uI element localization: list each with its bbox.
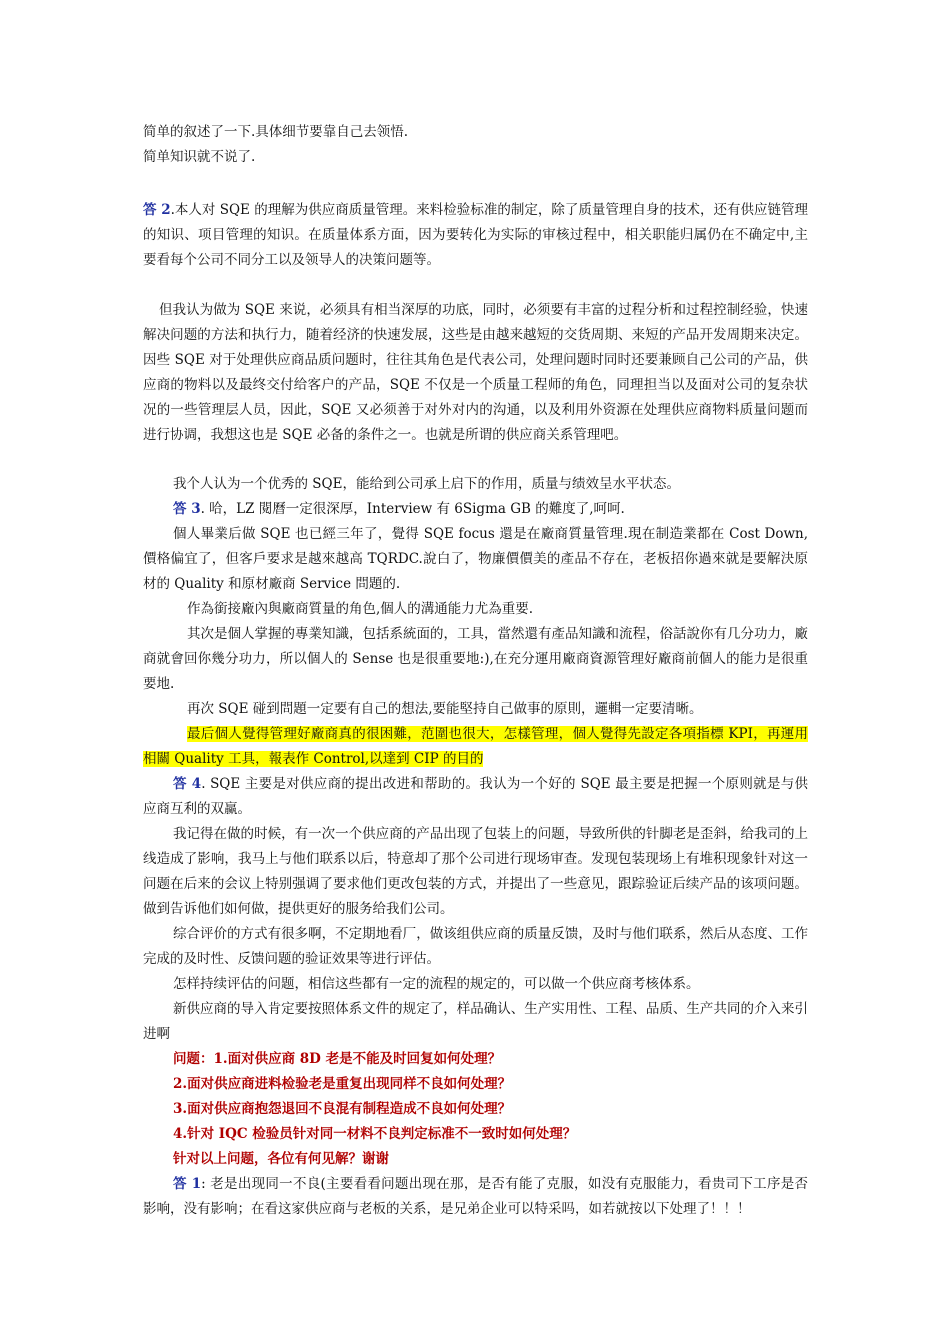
answer-3-paragraph-5: 再次 SQE 碰到問題一定要有自己的想法,要能堅持自己做事的原則，邏輯一定要清晰。	[187, 701, 703, 717]
highlighted-text: 最后個人覺得管理好廠商真的很困難，范圍也很大，怎樣管理，個人覺得先設定各項指標 KPI，再運用相關 Quality 工具，報表作 Control,以達到 CIP 的目的	[143, 726, 808, 767]
answer-4-text: . SQE 主要是对供应商的提出改进和帮助的。我认为一个好的 SQE 最主要是把握一个原则就是与供应商互利的双赢。	[143, 776, 809, 817]
question-prompt: 针对以上问题，各位有何见解？谢谢	[173, 1151, 389, 1167]
answer-1-label: 答 1	[173, 1176, 202, 1192]
answer-3-text: . 哈，LZ 閱曆一定很深厚，Interview 有 6Sigma GB 的難度了,呵呵.	[200, 501, 625, 517]
intro-line: 简单知识就不说了.	[143, 149, 256, 165]
answer-4-paragraph-5: 新供应商的导入肯定要按照体系文件的规定了，样品确认、生产实用性、工程、品质、生产共同的介入来引进啊	[143, 1001, 808, 1042]
answer-2-paragraph-3: 我个人认为一个优秀的 SQE，能给到公司承上启下的作用，质量与绩效呈水平状态。	[173, 476, 680, 492]
question-3: 3.面对供应商抱怨退回不良混有制程造成不良如何处理？	[173, 1101, 512, 1117]
answer-2-paragraph-2: 但我认为做为 SQE 来说，必须具有相当深厚的功底，同时，必须要有丰富的过程分析和过程控制经验，快速解决问题的方法和执行力，随着经济的快速发展，这些是由越来越短的交货周期、来短的产品开发周期来决定。因些 SQE 对于处理供应商品质问题时，往往其角色是代表公司，处理问题时同时还要兼顾自己公司的产品，供应商的物料以及最终交付给客户的产品，SQE 不仅是一个质量工程师的角色，同理担当以及面对公司的复杂状况的一些管理层人员，因此，SQE 又必须善于对外对内的沟通，以及利用外资源在处理供应商物料质量问题而进行协调，我想这也是 SQE 必备的条件之一。也就是所谓的供应商关系管理吧。	[143, 302, 808, 443]
answer-3-paragraph-4: 其次是個人掌握的專業知識，包括系統面的，工具，當然還有產品知識和流程，俗話說你有几分功力，廠商就會回你幾分功力，所以個人的 Sense 也是很重要地:),在充分運用廠商資源管理好廠商前個人的能力是很重要地.	[143, 626, 808, 692]
answer-4-label: 答 4	[173, 776, 202, 792]
answer-3-paragraph	[143, 497, 808, 522]
question-2: 2.面对供应商进料检验老是重复出现同样不良如何处理？	[173, 1076, 512, 1092]
question-4: 4.针对 IQC 检验员针对同一材料不良判定标准不一致时如何处理？	[173, 1126, 577, 1142]
answer-4-paragraph-4: 怎样持续评估的问题，相信这些都有一定的流程的规定的，可以做一个供应商考核体系。	[173, 976, 700, 992]
answer-4-paragraph-2: 我记得在做的时候，有一次一个供应商的产品出现了包装上的问题，导致所供的针脚老是歪斜，给我司的上线造成了影响，我马上与他们联系以后，特意却了那个公司进行现场审查。发现包装现场上有堆积现象针对这一问题在后来的会议上特别强调了要求他们更改包装的方式，并提出了一些意见，跟踪验证后续产品的该项问题。做到告诉他们如何做，提供更好的服务给我们公司。	[143, 826, 808, 917]
answer-2-continued	[143, 298, 808, 448]
answer-4-paragraph	[143, 772, 808, 822]
answer-2-paragraph	[143, 198, 808, 273]
answer-3-highlight-paragraph	[143, 722, 808, 772]
intro-line: 简单的叙述了一下.具体细节要靠自己去领悟.	[143, 124, 409, 140]
answer-3-paragraph-2: 個人畢業后做 SQE 也已經三年了，覺得 SQE focus 還是在廠商質量管理.現在制造業都在 Cost Down,價格偏宜了，但客戶要求是越來越高 TQRDC.說白了，物廉價價美的產品不存在，老板招你過來就是要解決原材的 Quality 和原材廠商 Service 問題的.	[143, 526, 808, 592]
answer-2-section	[143, 198, 808, 273]
intro-section	[143, 120, 808, 170]
answer-3-section	[143, 472, 808, 1222]
answer-1-paragraph	[143, 1172, 808, 1222]
answer-2-label: 答 2	[143, 202, 171, 218]
answer-2-text: .本人对 SQE 的理解为供应商质量管理。来料检验标准的制定，除了质量管理自身的技术，还有供应链管理的知识、项目管理的知识。在质量体系方面，因为要转化为实际的审核过程中，相关职能归属仍在不确定中,主要看每个公司不同分工以及领导人的决策问题等。	[143, 202, 808, 268]
answer-1-text: : 老是出现同一不良(主要看看问题出现在那，是否有能了克服，如没有克服能力，看贵司下工序是否影响，没有影响；在看这家供应商与老板的关系，是兄弟企业可以特采吗，如若就按以下处理了！！！	[143, 1176, 809, 1217]
answer-3-paragraph-3: 作為銜接廠內與廠商質量的角色,個人的溝通能力尤為重要.	[187, 601, 534, 617]
question-1: 问题：1.面对供应商 8D 老是不能及时回复如何处理？	[173, 1051, 502, 1067]
answer-4-paragraph-3: 综合评价的方式有很多啊，不定期地看厂，做该组供应商的质量反馈，及时与他们联系，然后从态度、工作完成的及时性、反馈问题的验证效果等进行评估。	[143, 926, 808, 967]
answer-3-label: 答 3	[173, 501, 201, 517]
